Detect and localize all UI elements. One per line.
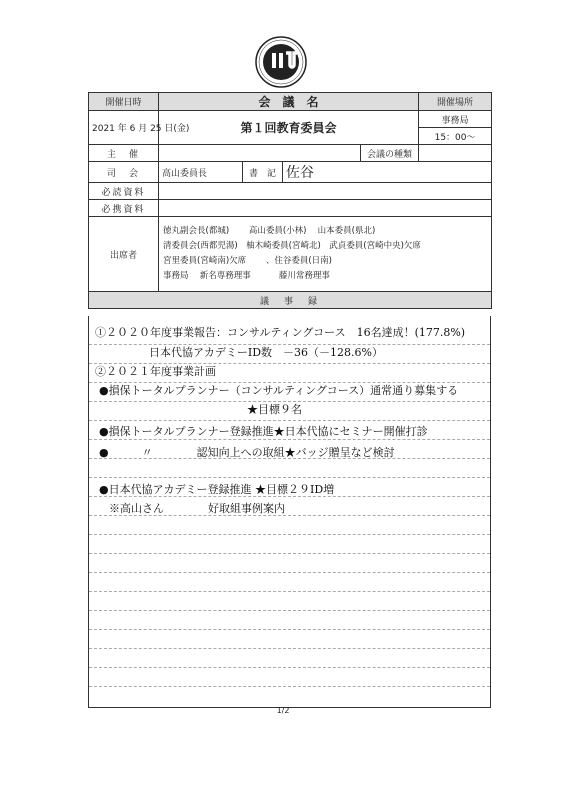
host-value [159,145,361,162]
minutes-line: ●損保トータルプランナー登録推進★日本代協にセミナー開催打診 [99,425,428,438]
chair-label: 司 会 [89,162,159,183]
organization-seal-logo [255,36,307,88]
meeting-name-label: 会 議 名 [159,93,419,111]
place-label: 開催場所 [419,93,492,111]
minutes-area [88,316,491,708]
chair-value: 高山委員長 [159,162,243,183]
date-value: 2021 年 6 月 25 日(金) [89,111,159,145]
required-reading-label: 必読資料 [89,183,159,200]
ruled-line [89,648,490,649]
meeting-type-label: 会議の種類 [361,145,419,162]
minutes-line: ※高山さん 好取組事例案内 [109,502,285,515]
minutes-line: ●日本代協アカデミー登録推進 ★目標２９ID増 [99,483,335,496]
minutes-line: ①２０２０年度事業報告：コンサルティングコース 16名達成！(177.8%) [95,326,466,339]
carry-materials-label: 必携資料 [89,200,159,217]
meeting-form-table [88,92,492,309]
attendees-label: 出席者 [89,217,159,292]
ruled-line [89,686,490,687]
page-number: 1/2 [276,706,290,715]
ruled-line [89,534,490,535]
ruled-line [89,477,490,478]
ruled-line [89,572,490,573]
minutes-line: 日本代協アカデミーID数 －36（－128.6%） [149,346,383,359]
ruled-line [89,629,490,630]
minutes-line: ★目標９名 [247,403,302,416]
ruled-line [89,420,490,421]
attendee-line: 事務局 新名専務理事 藤川常務理事 [163,271,330,281]
minutes-label: 議 事 録 [89,292,492,309]
carry-materials-value [159,200,492,217]
attendees-list [159,217,492,292]
minutes-line: ●損保トータルプランナー（コンサルティングコース）通常通り募集する [99,384,459,397]
place-value: 事務局 [419,111,492,128]
host-label: 主 催 [89,145,159,162]
ruled-line [89,439,490,440]
secretary-label: 書 記 [243,162,283,183]
meeting-name-value: 第１回教育委員会 [159,111,419,145]
attendee-line: 宮里委員(宮崎南)欠席 、住谷委員(日南) [163,256,332,266]
secretary-value: 佐谷 [283,162,492,183]
attendee-line: 清委員会(西都児湯) 柚木崎委員(宮崎北) 武貞委員(宮崎中央)欠席 [163,241,421,251]
required-reading-value [159,183,492,200]
ruled-line [89,591,490,592]
ruled-line [89,667,490,668]
minutes-line: ● 〃 認知向上への取組★バッジ贈呈など検討 [99,446,395,459]
time-value: 15：00～ [419,128,492,145]
ruled-line [89,610,490,611]
meeting-type-value [419,145,492,162]
attendee-line: 徳丸副会長(都城) 高山委員(小林) 山本委員(県北) [163,226,376,236]
minutes-line: ②２０２１年度事業計画 [95,365,216,378]
ruled-line [89,553,490,554]
date-label: 開催日時 [89,93,159,111]
